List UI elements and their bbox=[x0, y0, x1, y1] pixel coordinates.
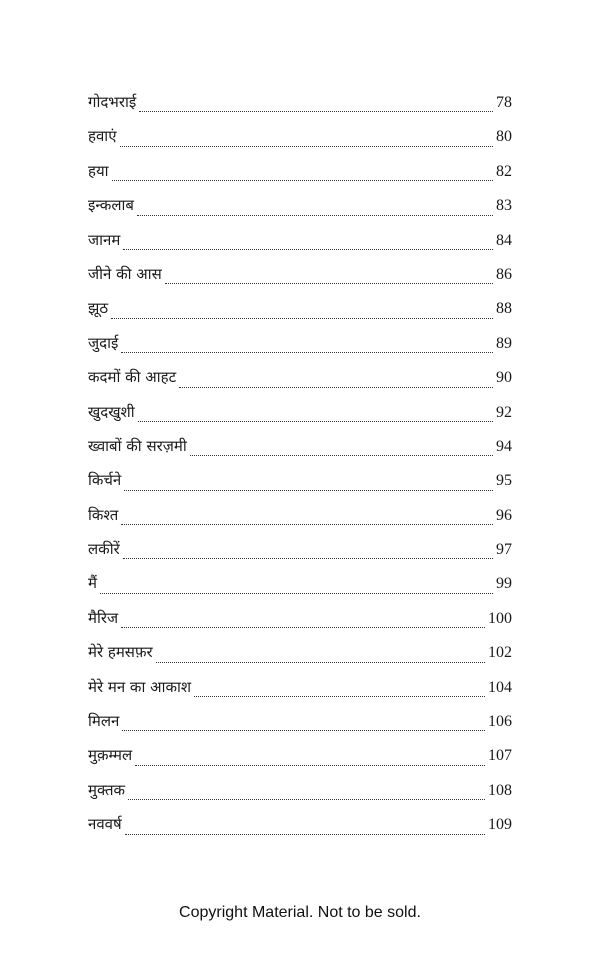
toc-entry bbox=[88, 398, 512, 432]
toc-entry-title: लकीरें bbox=[88, 540, 120, 559]
toc-entry-page-number: 104 bbox=[488, 678, 512, 696]
toc-entry-page-number: 97 bbox=[496, 541, 512, 559]
dot-leader bbox=[128, 799, 485, 800]
toc-entry-page-number: 86 bbox=[496, 265, 512, 283]
toc-entry bbox=[88, 294, 512, 328]
toc-entry-page-number: 99 bbox=[496, 575, 512, 593]
toc-entry-title: झूठ bbox=[88, 299, 109, 318]
dot-leader bbox=[112, 180, 493, 181]
toc-entry-title: जानम bbox=[88, 230, 121, 249]
dot-leader bbox=[165, 283, 493, 284]
toc-entry bbox=[88, 673, 512, 707]
toc-entry-title: गोदभराई bbox=[88, 93, 137, 111]
toc-entry bbox=[88, 569, 512, 603]
dot-leader bbox=[122, 730, 485, 731]
dot-leader bbox=[100, 593, 493, 594]
toc-entry bbox=[88, 501, 512, 535]
dot-leader bbox=[190, 455, 493, 456]
toc-entry-page-number: 102 bbox=[488, 644, 512, 662]
toc-entry-title: मुक़म्मल bbox=[88, 746, 133, 765]
dot-leader bbox=[139, 111, 493, 112]
toc-entry bbox=[88, 776, 512, 810]
toc-entry bbox=[88, 535, 512, 569]
toc-entry bbox=[88, 88, 512, 122]
dot-leader bbox=[194, 696, 485, 697]
dot-leader bbox=[123, 558, 493, 559]
toc-entry bbox=[88, 741, 512, 775]
toc-entry-title: इन्कलाब bbox=[88, 196, 134, 215]
dot-leader bbox=[111, 318, 493, 319]
toc-entry bbox=[88, 157, 512, 191]
dot-leader bbox=[123, 249, 493, 250]
toc-entry-title: हया bbox=[88, 161, 109, 180]
toc-entry-title: ख्वाबों की सरज़मी bbox=[88, 436, 187, 455]
toc-entry-title: मुक्तक bbox=[88, 780, 126, 799]
toc-entry bbox=[88, 191, 512, 225]
dot-leader bbox=[121, 524, 493, 525]
toc-entry-page-number: 92 bbox=[496, 403, 512, 421]
toc-entry-title: मिलन bbox=[88, 712, 120, 731]
toc-entry bbox=[88, 466, 512, 500]
dot-leader bbox=[179, 387, 493, 388]
toc-entry-page-number: 100 bbox=[488, 609, 512, 627]
toc-entry-page-number: 90 bbox=[496, 369, 512, 387]
toc-entry-page-number: 107 bbox=[488, 747, 512, 765]
table-of-contents bbox=[88, 88, 512, 845]
toc-entry-title: जुदाई bbox=[88, 333, 119, 352]
toc-entry-page-number: 84 bbox=[496, 231, 512, 249]
toc-entry-page-number: 96 bbox=[496, 506, 512, 524]
toc-entry bbox=[88, 226, 512, 260]
toc-entry-page-number: 94 bbox=[496, 437, 512, 455]
toc-entry bbox=[88, 432, 512, 466]
toc-entry-page-number: 88 bbox=[496, 300, 512, 318]
dot-leader bbox=[137, 215, 493, 216]
toc-entry-page-number: 109 bbox=[488, 816, 512, 834]
toc-entry-title: नववर्ष bbox=[88, 815, 122, 834]
toc-entry-title: जीने की आस bbox=[88, 264, 162, 283]
toc-entry bbox=[88, 810, 512, 844]
toc-entry bbox=[88, 260, 512, 294]
toc-entry-page-number: 78 bbox=[496, 94, 512, 111]
toc-entry bbox=[88, 363, 512, 397]
toc-entry bbox=[88, 604, 512, 638]
dot-leader bbox=[121, 627, 485, 628]
toc-entry-page-number: 80 bbox=[496, 128, 512, 146]
toc-entry-page-number: 83 bbox=[496, 197, 512, 215]
toc-entry-title: मैं bbox=[88, 574, 97, 593]
toc-entry-title: मेरे हमसफ़र bbox=[88, 643, 153, 662]
toc-entry-title: मैरिज bbox=[88, 608, 119, 627]
toc-entry-title: मेरे मन का आकाश bbox=[88, 677, 192, 696]
dot-leader bbox=[120, 146, 494, 147]
toc-entry-title: किश्त bbox=[88, 505, 119, 524]
toc-entry-page-number: 106 bbox=[488, 713, 512, 731]
toc-entry bbox=[88, 707, 512, 741]
toc-entry-title: हवाएं bbox=[88, 127, 117, 146]
toc-entry bbox=[88, 329, 512, 363]
toc-entry bbox=[88, 638, 512, 672]
dot-leader bbox=[135, 765, 485, 766]
toc-entry-title: खुदखुशी bbox=[88, 402, 135, 421]
dot-leader bbox=[156, 662, 485, 663]
toc-entry-title: किर्चने bbox=[88, 471, 122, 490]
dot-leader bbox=[125, 834, 485, 835]
copyright-notice: Copyright Material. Not to be sold. bbox=[179, 904, 421, 921]
dot-leader bbox=[124, 490, 493, 491]
toc-entry-page-number: 95 bbox=[496, 472, 512, 490]
toc-entry-page-number: 89 bbox=[496, 334, 512, 352]
toc-entry-page-number: 108 bbox=[488, 781, 512, 799]
toc-entry-title: कदमों की आहट bbox=[88, 368, 177, 387]
toc-entry-page-number: 82 bbox=[496, 162, 512, 180]
toc-entry bbox=[88, 122, 512, 156]
dot-leader bbox=[138, 421, 493, 422]
dot-leader bbox=[121, 352, 493, 353]
